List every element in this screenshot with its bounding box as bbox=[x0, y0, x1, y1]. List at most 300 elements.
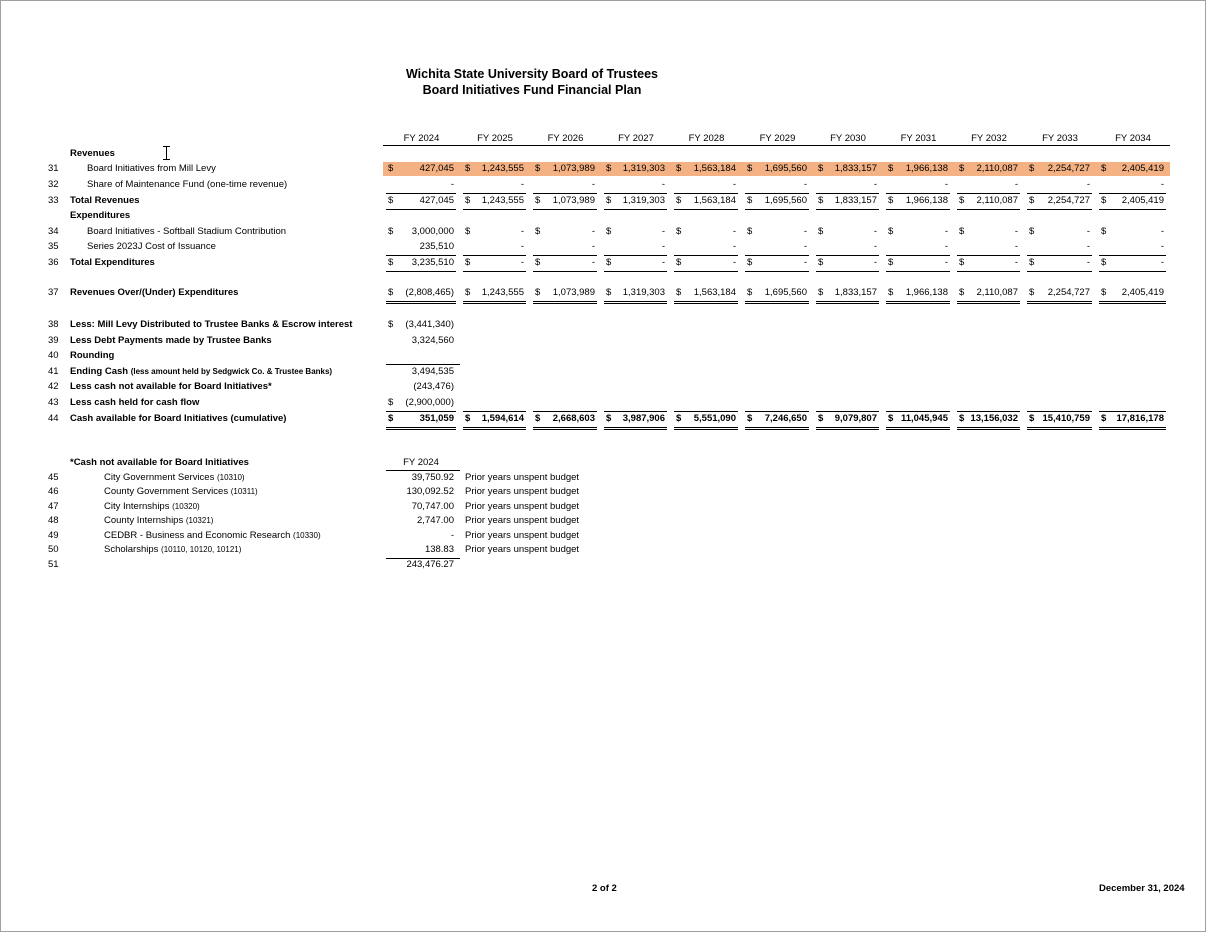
double-underline bbox=[604, 427, 667, 428]
cell-value: - bbox=[1160, 226, 1164, 237]
subtotal-line bbox=[957, 255, 1020, 256]
row-label-text: Board Initiatives from Mill Levy bbox=[87, 163, 216, 174]
row-label bbox=[87, 179, 287, 190]
currency-sign: $ bbox=[818, 195, 824, 206]
row-number: 34 bbox=[48, 226, 59, 237]
column-header: FY 2028 bbox=[688, 133, 725, 144]
value-cell bbox=[530, 179, 601, 193]
value-cell bbox=[460, 226, 530, 240]
cell-value: - bbox=[520, 241, 524, 252]
currency-sign: $ bbox=[535, 226, 541, 237]
double-underline bbox=[386, 301, 456, 302]
cell-value: 1,243,555 bbox=[481, 287, 524, 298]
footnote-row-number: 49 bbox=[48, 530, 59, 541]
cell-value: - bbox=[1086, 179, 1090, 190]
currency-sign: $ bbox=[1029, 226, 1035, 237]
value-cell bbox=[671, 287, 742, 301]
currency-sign: $ bbox=[1101, 163, 1107, 174]
value-cell bbox=[383, 287, 460, 301]
page-number: 2 of 2 bbox=[592, 883, 617, 894]
total-underline bbox=[674, 271, 738, 272]
footnote-label bbox=[104, 472, 245, 483]
value-cell bbox=[601, 226, 671, 240]
currency-sign: $ bbox=[747, 257, 753, 268]
total-underline bbox=[674, 209, 738, 210]
footnote-value bbox=[383, 544, 460, 558]
footnote-title: *Cash not available for Board Initiatives bbox=[70, 457, 249, 468]
value-cell bbox=[1024, 226, 1096, 240]
row-number: 42 bbox=[48, 381, 59, 392]
value-cell bbox=[1024, 257, 1096, 271]
cell-value: 1,833,157 bbox=[834, 195, 877, 206]
footnote-row-number: 48 bbox=[48, 515, 59, 526]
value-cell bbox=[742, 226, 813, 240]
total-underline bbox=[386, 209, 456, 210]
row-number: 37 bbox=[48, 287, 59, 298]
row-number: 31 bbox=[48, 163, 59, 174]
cell-value: 427,045 bbox=[419, 163, 454, 174]
total-underline bbox=[463, 271, 526, 272]
cell-value: 1,073,989 bbox=[552, 287, 595, 298]
currency-sign: $ bbox=[1101, 287, 1107, 298]
column-header: FY 2033 bbox=[1042, 133, 1078, 144]
total-underline bbox=[604, 209, 667, 210]
footnote-value bbox=[383, 515, 460, 529]
row-number: 38 bbox=[48, 319, 59, 330]
row-label bbox=[70, 148, 115, 159]
currency-sign: $ bbox=[388, 257, 394, 268]
currency-sign: $ bbox=[535, 413, 541, 424]
double-underline bbox=[957, 429, 1020, 430]
cell-value: - bbox=[591, 226, 595, 237]
subtotal-line bbox=[745, 411, 809, 412]
footnote-row-number: 47 bbox=[48, 501, 59, 512]
cell-value: 1,563,184 bbox=[693, 287, 736, 298]
value-cell bbox=[530, 226, 601, 240]
value-cell bbox=[742, 413, 813, 427]
cell-value: - bbox=[661, 241, 665, 252]
double-underline bbox=[745, 301, 809, 302]
row-label bbox=[87, 163, 216, 174]
cell-value: 11,045,945 bbox=[900, 413, 948, 424]
currency-sign: $ bbox=[1101, 195, 1107, 206]
currency-sign: $ bbox=[888, 257, 894, 268]
currency-sign: $ bbox=[747, 413, 753, 424]
value-cell bbox=[460, 413, 530, 427]
cell-value: - bbox=[1160, 241, 1164, 252]
value-cell bbox=[883, 257, 954, 271]
value-cell bbox=[1024, 287, 1096, 301]
column-header: FY 2030 bbox=[830, 133, 866, 144]
double-underline bbox=[745, 429, 809, 430]
value-cell bbox=[954, 287, 1024, 301]
value-cell bbox=[1024, 179, 1096, 193]
currency-sign: $ bbox=[676, 413, 682, 424]
value-cell bbox=[671, 163, 742, 177]
cell-value: 1,243,555 bbox=[481, 195, 524, 206]
cell-value: - bbox=[732, 241, 736, 252]
row-label-text: Less cash not available for Board Initiatives* bbox=[70, 381, 272, 392]
total-underline bbox=[533, 271, 597, 272]
subtotal-line bbox=[1099, 255, 1166, 256]
value-cell bbox=[954, 195, 1024, 209]
cell-value: 2,668,603 bbox=[552, 413, 595, 424]
total-underline bbox=[745, 209, 809, 210]
currency-sign: $ bbox=[676, 195, 682, 206]
footnote-code: (10110, 10120, 10121) bbox=[161, 545, 242, 554]
footnote-label bbox=[104, 530, 321, 541]
row-label bbox=[70, 195, 140, 206]
row-label-text: Less: Mill Levy Distributed to Trustee Banks & Escrow interest bbox=[70, 319, 353, 330]
column-header: FY 2032 bbox=[971, 133, 1007, 144]
currency-sign: $ bbox=[818, 287, 824, 298]
value-cell bbox=[1096, 257, 1170, 271]
subtotal-line bbox=[816, 411, 879, 412]
cell-value: 235,510 bbox=[419, 241, 454, 252]
subtotal-line bbox=[886, 255, 950, 256]
currency-sign: $ bbox=[1101, 226, 1107, 237]
currency-sign: $ bbox=[535, 195, 541, 206]
row-label-text: Expenditures bbox=[70, 210, 131, 221]
value-cell bbox=[883, 195, 954, 209]
subtotal-line bbox=[816, 193, 879, 194]
currency-sign: $ bbox=[818, 226, 824, 237]
value-cell bbox=[954, 413, 1024, 427]
total-underline bbox=[1099, 271, 1166, 272]
total-underline bbox=[886, 271, 950, 272]
double-underline bbox=[386, 429, 456, 430]
subtotal-line bbox=[463, 193, 526, 194]
double-underline bbox=[463, 303, 526, 304]
row-label bbox=[70, 397, 199, 408]
row-label-text: Revenues bbox=[70, 148, 115, 159]
currency-sign: $ bbox=[606, 195, 612, 206]
currency-sign: $ bbox=[959, 413, 965, 424]
cell-value: 1,695,560 bbox=[764, 195, 807, 206]
subtotal-line bbox=[816, 255, 879, 256]
row-number: 33 bbox=[48, 195, 59, 206]
cell-value: - bbox=[873, 241, 877, 252]
currency-sign: $ bbox=[818, 413, 824, 424]
cell-value: - bbox=[803, 226, 807, 237]
value-cell bbox=[883, 179, 954, 193]
cell-value: 2,254,727 bbox=[1047, 195, 1090, 206]
footnote-value-text: 138.83 bbox=[424, 544, 454, 555]
footnote-value-text: 130,092.52 bbox=[406, 486, 454, 497]
footnote-label-text: City Government Services bbox=[104, 472, 215, 483]
total-underline bbox=[957, 209, 1020, 210]
cell-value: (2,900,000) bbox=[405, 397, 454, 408]
cell-value: - bbox=[1014, 257, 1018, 268]
footnote-value-text: 2,747.00 bbox=[417, 515, 454, 526]
double-underline bbox=[604, 303, 667, 304]
currency-sign: $ bbox=[606, 413, 612, 424]
footnote-value-text: 243,476.27 bbox=[406, 559, 454, 570]
value-cell bbox=[601, 241, 671, 255]
total-underline bbox=[1027, 271, 1092, 272]
row-label bbox=[70, 350, 114, 361]
value-cell bbox=[1096, 195, 1170, 209]
value-cell bbox=[813, 195, 883, 209]
footnote-note: Prior years unspent budget bbox=[465, 486, 580, 497]
value-cell bbox=[530, 163, 601, 177]
total-underline bbox=[745, 271, 809, 272]
row-label bbox=[70, 366, 332, 377]
cell-value: 1,833,157 bbox=[834, 287, 877, 298]
double-underline bbox=[674, 429, 738, 430]
cell-value: - bbox=[661, 179, 665, 190]
currency-sign: $ bbox=[1101, 257, 1107, 268]
value-cell bbox=[813, 226, 883, 240]
value-cell bbox=[742, 195, 813, 209]
footnote-row-number: 45 bbox=[48, 472, 59, 483]
value-cell bbox=[671, 179, 742, 193]
value-cell bbox=[530, 413, 601, 427]
column-header: FY 2024 bbox=[403, 133, 440, 144]
value-cell bbox=[460, 163, 530, 177]
cell-value: 15,410,759 bbox=[1042, 413, 1090, 424]
cell-value: - bbox=[1086, 241, 1090, 252]
value-cell bbox=[530, 195, 601, 209]
double-underline bbox=[1027, 427, 1092, 428]
total-underline bbox=[463, 209, 526, 210]
row-number: 41 bbox=[48, 366, 59, 377]
footnote-code: (10330) bbox=[293, 531, 321, 540]
cell-value: 17,816,178 bbox=[1116, 413, 1164, 424]
double-underline bbox=[1099, 427, 1166, 428]
cell-value: 1,966,138 bbox=[905, 287, 948, 298]
subtotal-line bbox=[604, 255, 667, 256]
value-cell bbox=[1096, 241, 1170, 255]
subtotal-line bbox=[604, 411, 667, 412]
subtotal-line bbox=[886, 411, 950, 412]
footnote-label bbox=[104, 544, 241, 555]
report-subtitle: Board Initiatives Fund Financial Plan bbox=[422, 83, 642, 97]
cell-value: - bbox=[944, 241, 948, 252]
footnote-note: Prior years unspent budget bbox=[465, 472, 580, 483]
value-cell bbox=[383, 366, 460, 380]
value-cell bbox=[530, 241, 601, 255]
subtotal-line bbox=[674, 255, 738, 256]
double-underline bbox=[1099, 303, 1166, 304]
subtotal-line bbox=[1027, 193, 1092, 194]
cell-value: 2,254,727 bbox=[1047, 287, 1090, 298]
value-cell bbox=[813, 179, 883, 193]
cell-value: 2,110,087 bbox=[976, 163, 1018, 174]
value-cell bbox=[1096, 226, 1170, 240]
total-underline bbox=[886, 209, 950, 210]
cell-value: (3,441,340) bbox=[405, 319, 454, 330]
total-underline bbox=[816, 271, 879, 272]
value-cell bbox=[813, 257, 883, 271]
row-number: 43 bbox=[48, 397, 59, 408]
currency-sign: $ bbox=[959, 257, 965, 268]
cell-value: 1,073,989 bbox=[552, 195, 595, 206]
cell-value: - bbox=[944, 226, 948, 237]
currency-sign: $ bbox=[535, 257, 541, 268]
cell-value: 9,079,807 bbox=[834, 413, 877, 424]
cell-value: - bbox=[661, 257, 665, 268]
footnote-label bbox=[104, 486, 258, 497]
value-cell bbox=[460, 241, 530, 255]
cell-value: 1,319,303 bbox=[622, 195, 665, 206]
currency-sign: $ bbox=[606, 163, 612, 174]
value-cell bbox=[601, 179, 671, 193]
value-cell bbox=[1096, 287, 1170, 301]
subtotal-line bbox=[463, 411, 526, 412]
value-cell bbox=[383, 257, 460, 271]
currency-sign: $ bbox=[959, 226, 965, 237]
row-label-note: (less amount held by Sedgwick Co. & Trustee Banks) bbox=[130, 367, 333, 376]
cell-value: 427,045 bbox=[419, 195, 454, 206]
cell-value: 2,110,087 bbox=[976, 287, 1018, 298]
footnote-label-text: County Government Services bbox=[104, 486, 229, 497]
footnote-value bbox=[383, 472, 460, 486]
double-underline bbox=[463, 427, 526, 428]
cell-value: 1,966,138 bbox=[905, 163, 948, 174]
subtotal-line bbox=[1027, 255, 1092, 256]
double-underline bbox=[386, 427, 456, 428]
cell-value: (2,808,465) bbox=[405, 287, 454, 298]
cell-value: 1,319,303 bbox=[622, 163, 665, 174]
row-number: 32 bbox=[48, 179, 59, 190]
double-underline bbox=[957, 427, 1020, 428]
footnote-code: (10320) bbox=[172, 502, 200, 511]
cell-value: - bbox=[661, 226, 665, 237]
cell-value: 2,405,419 bbox=[1121, 195, 1164, 206]
currency-sign: $ bbox=[388, 413, 394, 424]
value-cell bbox=[601, 413, 671, 427]
currency-sign: $ bbox=[1029, 287, 1035, 298]
cell-value: 1,695,560 bbox=[764, 287, 807, 298]
cell-value: 7,246,650 bbox=[764, 413, 807, 424]
currency-sign: $ bbox=[888, 413, 894, 424]
double-underline bbox=[745, 427, 809, 428]
currency-sign: $ bbox=[747, 195, 753, 206]
double-underline bbox=[886, 427, 950, 428]
double-underline bbox=[533, 427, 597, 428]
cell-value: 2,405,419 bbox=[1121, 163, 1164, 174]
cell-value: - bbox=[1160, 179, 1164, 190]
currency-sign: $ bbox=[388, 163, 394, 174]
footnote-value-text: 70,747.00 bbox=[411, 501, 454, 512]
cell-value: 1,695,560 bbox=[764, 163, 807, 174]
value-cell bbox=[883, 287, 954, 301]
total-underline bbox=[1027, 209, 1092, 210]
value-cell bbox=[1096, 413, 1170, 427]
currency-sign: $ bbox=[959, 163, 965, 174]
value-cell bbox=[813, 413, 883, 427]
row-number: 36 bbox=[48, 257, 59, 268]
subtotal-line bbox=[533, 193, 597, 194]
footnote-value bbox=[383, 559, 460, 573]
currency-sign: $ bbox=[959, 195, 965, 206]
row-label bbox=[70, 319, 352, 330]
value-cell bbox=[813, 241, 883, 255]
currency-sign: $ bbox=[818, 163, 824, 174]
row-number: 35 bbox=[48, 241, 59, 252]
total-underline bbox=[386, 271, 456, 272]
subtotal-line bbox=[1099, 193, 1166, 194]
value-cell bbox=[671, 195, 742, 209]
value-cell bbox=[954, 241, 1024, 255]
currency-sign: $ bbox=[465, 413, 471, 424]
cell-value: 2,405,419 bbox=[1121, 287, 1164, 298]
value-cell bbox=[1024, 241, 1096, 255]
double-underline bbox=[1099, 301, 1166, 302]
currency-sign: $ bbox=[535, 287, 541, 298]
double-underline bbox=[386, 303, 456, 304]
value-cell bbox=[671, 226, 742, 240]
footnote-value-text: 39,750.92 bbox=[411, 472, 454, 483]
subtotal-line bbox=[386, 364, 460, 365]
row-number: 40 bbox=[48, 350, 59, 361]
value-cell bbox=[954, 163, 1024, 177]
total-underline bbox=[533, 209, 597, 210]
value-cell bbox=[671, 413, 742, 427]
double-underline bbox=[674, 427, 738, 428]
currency-sign: $ bbox=[747, 226, 753, 237]
cell-value: - bbox=[873, 179, 877, 190]
header-underline bbox=[383, 145, 1170, 146]
row-label-text: Rounding bbox=[70, 350, 115, 361]
double-underline bbox=[674, 303, 738, 304]
footnote-note: Prior years unspent budget bbox=[465, 515, 580, 526]
double-underline bbox=[816, 427, 879, 428]
cell-value: 2,254,727 bbox=[1047, 163, 1090, 174]
row-number: 44 bbox=[48, 413, 59, 424]
row-label-text: Total Revenues bbox=[70, 195, 140, 206]
currency-sign: $ bbox=[388, 226, 394, 237]
value-cell bbox=[883, 163, 954, 177]
row-label-text: Series 2023J Cost of Issuance bbox=[87, 241, 216, 252]
footnote-code: (10321) bbox=[185, 516, 214, 525]
subtotal-line bbox=[957, 411, 1020, 412]
currency-sign: $ bbox=[465, 163, 471, 174]
cell-value: - bbox=[732, 179, 736, 190]
footnote-total-line bbox=[386, 558, 460, 559]
double-underline bbox=[674, 301, 738, 302]
double-underline bbox=[1027, 429, 1092, 430]
value-cell bbox=[742, 257, 813, 271]
value-cell bbox=[742, 287, 813, 301]
subtotal-line bbox=[674, 193, 738, 194]
currency-sign: $ bbox=[388, 319, 394, 330]
currency-sign: $ bbox=[959, 287, 965, 298]
row-label bbox=[70, 413, 286, 424]
value-cell bbox=[742, 241, 813, 255]
cell-value: 3,000,000 bbox=[411, 226, 454, 237]
currency-sign: $ bbox=[747, 163, 753, 174]
total-underline bbox=[816, 209, 879, 210]
subtotal-line bbox=[386, 411, 456, 412]
footnote-row-number: 46 bbox=[48, 486, 59, 497]
double-underline bbox=[463, 429, 526, 430]
column-header: FY 2029 bbox=[759, 133, 796, 144]
value-cell bbox=[601, 195, 671, 209]
row-label-text: Cash available for Board Initiatives (cumulative) bbox=[70, 413, 287, 424]
double-underline bbox=[886, 301, 950, 302]
double-underline bbox=[604, 301, 667, 302]
subtotal-line bbox=[533, 255, 597, 256]
currency-sign: $ bbox=[606, 287, 612, 298]
column-header: FY 2027 bbox=[618, 133, 654, 144]
cell-value: 5,551,090 bbox=[693, 413, 736, 424]
value-cell bbox=[813, 163, 883, 177]
cell-value: 1,966,138 bbox=[905, 195, 948, 206]
footnote-note: Prior years unspent budget bbox=[465, 501, 580, 512]
cell-value: - bbox=[1086, 257, 1090, 268]
